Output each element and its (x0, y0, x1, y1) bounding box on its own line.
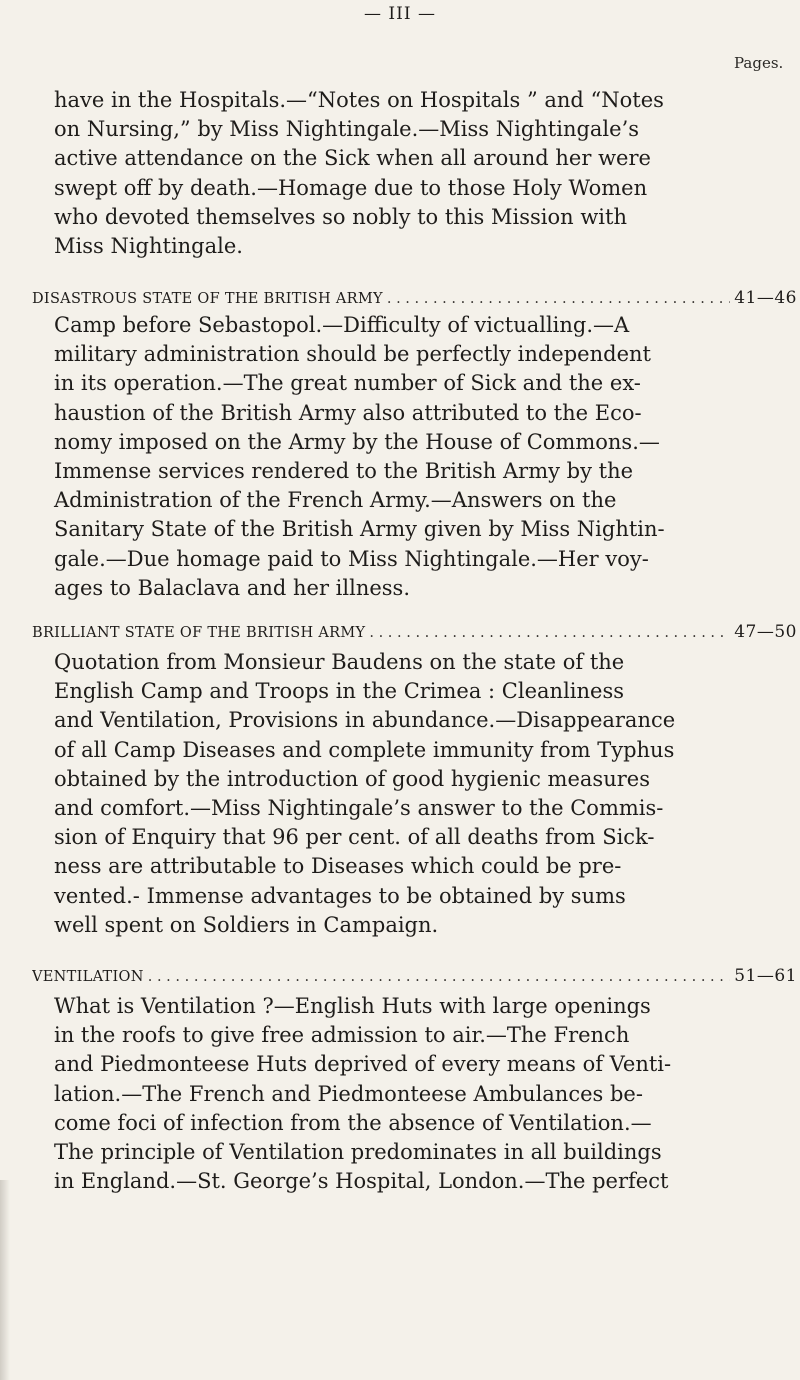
text-line: vented.- Immense advantages to be obtained by sums (54, 883, 626, 908)
text-line: and comfort.—Miss Nightingale’s answer to the Commis- (54, 796, 664, 821)
section-paragraph-disastrous-state (54, 311, 734, 603)
text-line: in the roofs to give free admission to air.—The French (54, 1023, 630, 1048)
text-line: on Nursing,” by Miss Nightingale.—Miss Nightingale’s (54, 117, 640, 142)
text-line: military administration should be perfectly independent (54, 342, 651, 367)
text-line: who devoted themselves so nobly to this Mission with (54, 204, 627, 229)
text-line: and Ventilation, Provisions in abundance.—Disappearance (54, 708, 676, 733)
text-line: of all Camp Diseases and complete immunity from Typhus (54, 737, 675, 762)
text-line: Sanitary State of the British Army given by Miss Nightin- (54, 517, 665, 542)
section-page-range: 47—50 (734, 622, 797, 642)
section-title: DISASTROUS STATE OF THE BRITISH ARMY (32, 291, 383, 307)
text-line: in England.—St. George’s Hospital, London.—The perfect (54, 1169, 669, 1194)
text-line: swept off by death.—Homage due to those Holy Women (54, 175, 648, 200)
leader-dots (369, 625, 730, 641)
text-line: What is Ventilation ?—English Huts with large openings (54, 994, 651, 1018)
text-line: come foci of infection from the absence of Ventilation.— (54, 1110, 652, 1135)
text-line: well spent on Soldiers in Campaign. (54, 912, 439, 937)
page-number: — III — (364, 4, 436, 24)
text-line: The principle of Ventilation predominates in all buildings (54, 1140, 662, 1165)
section-heading-brilliant-state (32, 622, 797, 642)
text-line: and Piedmonteese Huts deprived of every means of Venti- (54, 1052, 672, 1077)
intro-paragraph (54, 86, 734, 261)
text-line: English Camp and Troops in the Crimea : Cleanliness (54, 679, 625, 704)
section-paragraph-brilliant-state (54, 648, 734, 940)
pages-column-label: Pages. (734, 54, 784, 72)
text-line: sion of Enquiry that 96 per cent. of all deaths from Sick- (54, 825, 655, 850)
section-paragraph-ventilation (54, 992, 734, 1196)
section-heading-disastrous-state (32, 288, 797, 308)
section-title: BRILLIANT STATE OF THE BRITISH ARMY (32, 625, 366, 641)
section-page-range: 51—61 (734, 966, 797, 986)
text-line: nomy imposed on the Army by the House of Commons.— (54, 429, 660, 454)
section-heading-ventilation (32, 966, 797, 986)
text-line: active attendance on the Sick when all around her were (54, 146, 651, 171)
section-title: VENTILATION (32, 969, 144, 985)
text-line: have in the Hospitals.—“Notes on Hospitals ” and “Notes (54, 88, 664, 112)
text-line: Administration of the French Army.—Answers on the (54, 488, 617, 513)
text-line: haustion of the British Army also attributed to the Eco- (54, 400, 642, 425)
page-edge-shadow (0, 1180, 10, 1380)
leader-dots (387, 291, 730, 307)
text-line: obtained by the introduction of good hygienic measures (54, 766, 650, 791)
text-line: lation.—The French and Piedmonteese Ambulances be- (54, 1081, 643, 1106)
text-line: gale.—Due homage paid to Miss Nightingale.—Her voy- (54, 546, 649, 571)
section-page-range: 41—46 (734, 288, 797, 308)
text-line: Camp before Sebastopol.—Difficulty of victualling.—A (54, 313, 630, 337)
leader-dots (148, 969, 731, 985)
text-line: ages to Balaclava and her illness. (54, 575, 411, 600)
text-line: Quotation from Monsieur Baudens on the state of the (54, 650, 625, 674)
text-line: Immense services rendered to the British Army by the (54, 459, 634, 484)
text-line: ness are attributable to Diseases which could be pre- (54, 854, 622, 879)
text-line: in its operation.—The great number of Sick and the ex- (54, 371, 641, 396)
text-line: Miss Nightingale. (54, 234, 243, 259)
